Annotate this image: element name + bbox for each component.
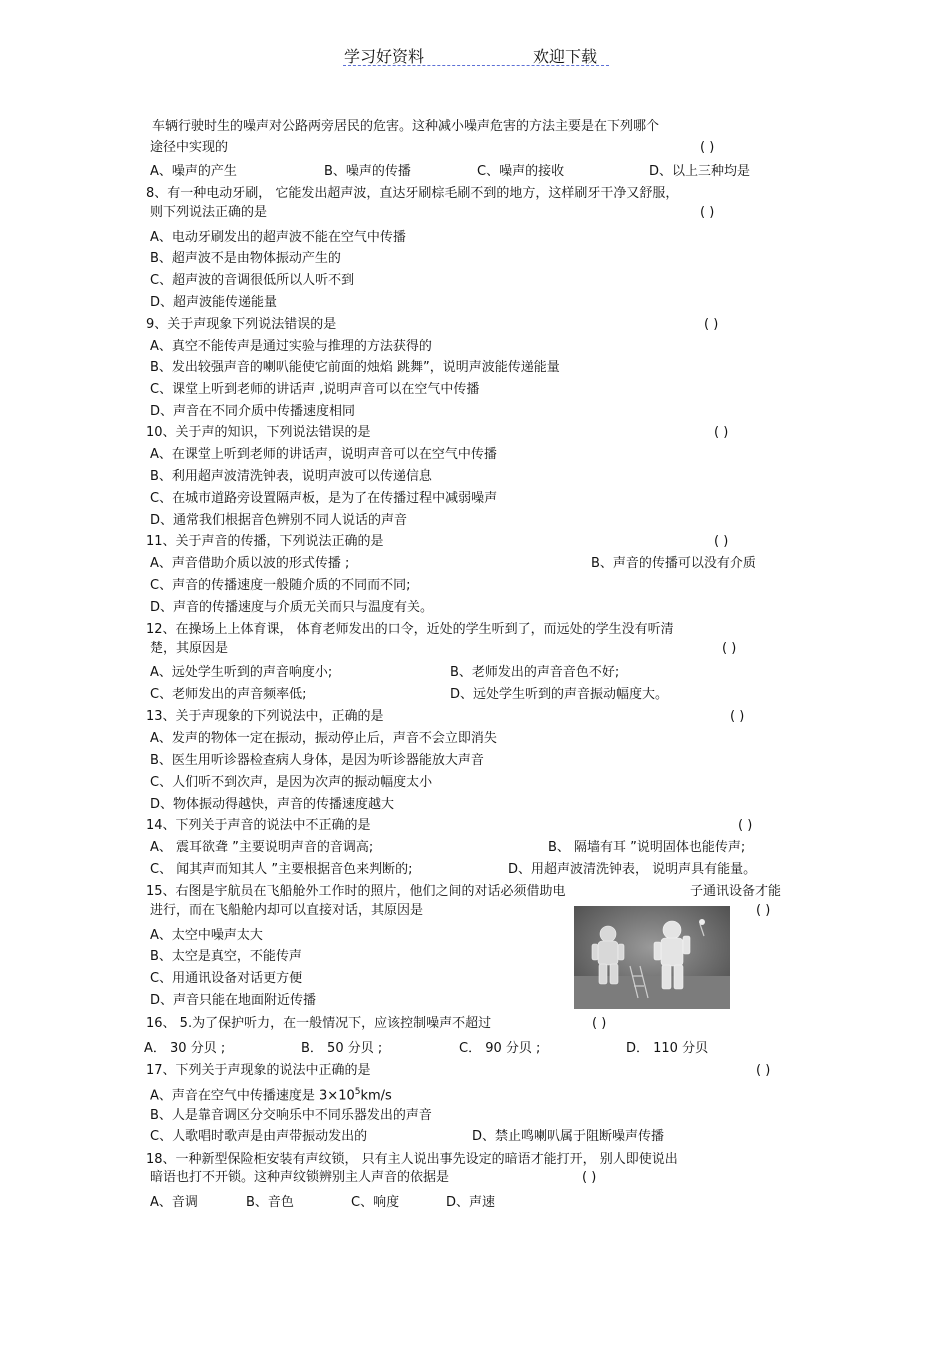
text-line: 17、下列关于声现象的说法中正确的是 [146, 1063, 371, 1078]
text-line: ( ) [700, 205, 715, 220]
text-line: ( ) [592, 1016, 607, 1031]
q17-option-a [150, 1083, 392, 1105]
text-line: 子通讯设备才能 [690, 884, 782, 899]
text-line: D、物体振动得越快，声音的传播速度越大 [150, 797, 395, 812]
text-line: ( ) [730, 709, 745, 724]
text-line: B、老师发出的声音音色不好; [450, 665, 620, 680]
text-line: D、以上三种均是 [649, 164, 751, 179]
text-line: 暗语也打不开锁。这种声纹锁辨别主人声音的依据是 [150, 1170, 450, 1185]
text-line: 9、关于声现象下列说法错误的是 [146, 317, 337, 332]
text-line: D、声音在不同介质中传播速度相同 [150, 404, 356, 419]
text-line: 10、关于声的知识，下列说法错误的是 [146, 425, 371, 440]
text-line: 13、关于声现象的下列说法中，正确的是 [146, 709, 384, 724]
text-line: D、用超声波清洗钟表， 说明声具有能量。 [508, 862, 757, 877]
text-line: A、远处学生听到的声音响度小; [150, 665, 333, 680]
header-divider [343, 65, 609, 66]
text-line: ( ) [756, 1063, 771, 1078]
text-line: A、真空不能传声是通过实验与推理的方法获得的 [150, 339, 432, 354]
text-line: ( ) [582, 1170, 597, 1185]
text-line: 进行，而在飞船舱内却可以直接对话，其原因是 [150, 903, 424, 918]
text-line: A、太空中噪声太大 [150, 928, 263, 943]
text-line: 18、一种新型保险柜安装有声纹锁， 只有主人说出事先设定的暗语才能打开， 别人即使说出 [146, 1152, 678, 1167]
text-line: A、在课堂上听到老师的讲话声，说明声音可以在空气中传播 [150, 447, 497, 462]
header-left: 学习好资料 [344, 47, 425, 66]
text-line: A、 震耳欲聋 ”主要说明声音的音调高; [150, 840, 374, 855]
text-line: B、噪声的传播 [324, 164, 411, 179]
text-line: A、声音借助介质以波的形式传播 ; [150, 556, 350, 571]
text-line: D、声速 [446, 1195, 496, 1210]
text-line: B、发出较强声音的喇叭能使它前面的烛焰 跳舞”，说明声波能传递能量 [150, 360, 560, 375]
text-line: C、噪声的接收 [477, 164, 565, 179]
text-line: C、响度 [351, 1195, 400, 1210]
text-line: C、老师发出的声音频率低; [150, 687, 307, 702]
text-line: 途径中实现的 [150, 140, 229, 155]
text-line: 15、右图是宇航员在飞船舱外工作时的照片，他们之间的对话必须借助电 [146, 884, 566, 899]
text-line: D、通常我们根据音色辨别不同人说话的声音 [150, 513, 408, 528]
text-line: C、超声波的音调很低所以人听不到 [150, 273, 355, 288]
text-line: B、太空是真空，不能传声 [150, 949, 302, 964]
text-line: C、课堂上听到老师的讲话声 ,说明声音可以在空气中传播 [150, 382, 480, 397]
text-line: 楚，其原因是 [150, 641, 229, 656]
text-line: 14、下列关于声音的说法中不正确的是 [146, 818, 371, 833]
text-line: ( ) [700, 140, 715, 155]
text-line: B、声音的传播可以没有介质 [591, 556, 756, 571]
text-line: A． 30 分贝 ; [144, 1041, 226, 1056]
text-line: A、电动牙刷发出的超声波不能在空气中传播 [150, 230, 406, 245]
text-line: 车辆行驶时生的噪声对公路两旁居民的危害。这种减小噪声危害的方法主要是在下列哪个 [152, 119, 660, 134]
text-line: 16、 5.为了保护听力，在一般情况下，应该控制噪声不超过 [146, 1016, 492, 1031]
text-line: 11、关于声音的传播，下列说法正确的是 [146, 534, 384, 549]
text-line: D、超声波能传递能量 [150, 295, 278, 310]
text-line: ( ) [704, 317, 719, 332]
text-line: C、声音的传播速度一般随介质的不同而不同; [150, 578, 411, 593]
text-line: ( ) [722, 641, 737, 656]
text-line: B、医生用听诊器检查病人身体，是因为听诊器能放大声音 [150, 753, 484, 768]
text-line: 则下列说法正确的是 [150, 205, 268, 220]
header-right: 欢迎下载 [533, 47, 598, 66]
text-line: 12、在操场上上体育课， 体育老师发出的口令，近处的学生听到了，而远处的学生没有听清 [146, 622, 674, 637]
text-line: B、利用超声波清洗钟表，说明声波可以传递信息 [150, 469, 432, 484]
q17a-prefix: A、声音在空气中传播速度是 3×10 [150, 1088, 355, 1104]
text-line: C、用通讯设备对话更方便 [150, 971, 303, 986]
text-line: C、 闻其声而知其人 ”主要根据音色来判断的; [150, 862, 413, 877]
astronaut-photo [574, 906, 730, 1009]
text-line: C、在城市道路旁设置隔声板，是为了在传播过程中减弱噪声 [150, 491, 498, 506]
text-line: B． 50 分贝 ; [301, 1041, 383, 1056]
text-line: D、禁止鸣喇叭属于阻断噪声传播 [472, 1129, 665, 1144]
text-line: B、超声波不是由物体振动产生的 [150, 251, 341, 266]
text-line: ( ) [738, 818, 753, 833]
text-line: B、人是靠音调区分交响乐中不同乐器发出的声音 [150, 1108, 432, 1123]
text-line: B、 隔墙有耳 ”说明固体也能传声; [548, 840, 746, 855]
text-line: ( ) [714, 425, 729, 440]
text-line: D、声音的传播速度与介质无关而只与温度有关。 [150, 600, 434, 615]
q17a-suffix: km/s [360, 1088, 392, 1104]
text-line: B、音色 [246, 1195, 294, 1210]
text-line: A、噪声的产生 [150, 164, 237, 179]
text-line: D． 110 分贝 [626, 1041, 709, 1056]
q17a-exponent: 5 [354, 1087, 361, 1097]
text-line: A、发声的物体一定在振动，振动停止后，声音不会立即消失 [150, 731, 497, 746]
text-line: C． 90 分贝 ; [459, 1041, 541, 1056]
text-line: 8、有一种电动牙刷， 它能发出超声波，直达牙刷棕毛刷不到的地方，这样刷牙干净又舒服， [146, 186, 679, 201]
text-line: ( ) [756, 903, 771, 918]
text-line: C、人们听不到次声，是因为次声的振动幅度太小 [150, 775, 433, 790]
text-line: D、远处学生听到的声音振动幅度大。 [450, 687, 669, 702]
text-line: A、音调 [150, 1195, 198, 1210]
page-header [0, 44, 950, 70]
text-line: ( ) [714, 534, 729, 549]
text-line: C、人歌唱时歌声是由声带振动发出的 [150, 1129, 368, 1144]
text-line: D、声音只能在地面附近传播 [150, 993, 317, 1008]
